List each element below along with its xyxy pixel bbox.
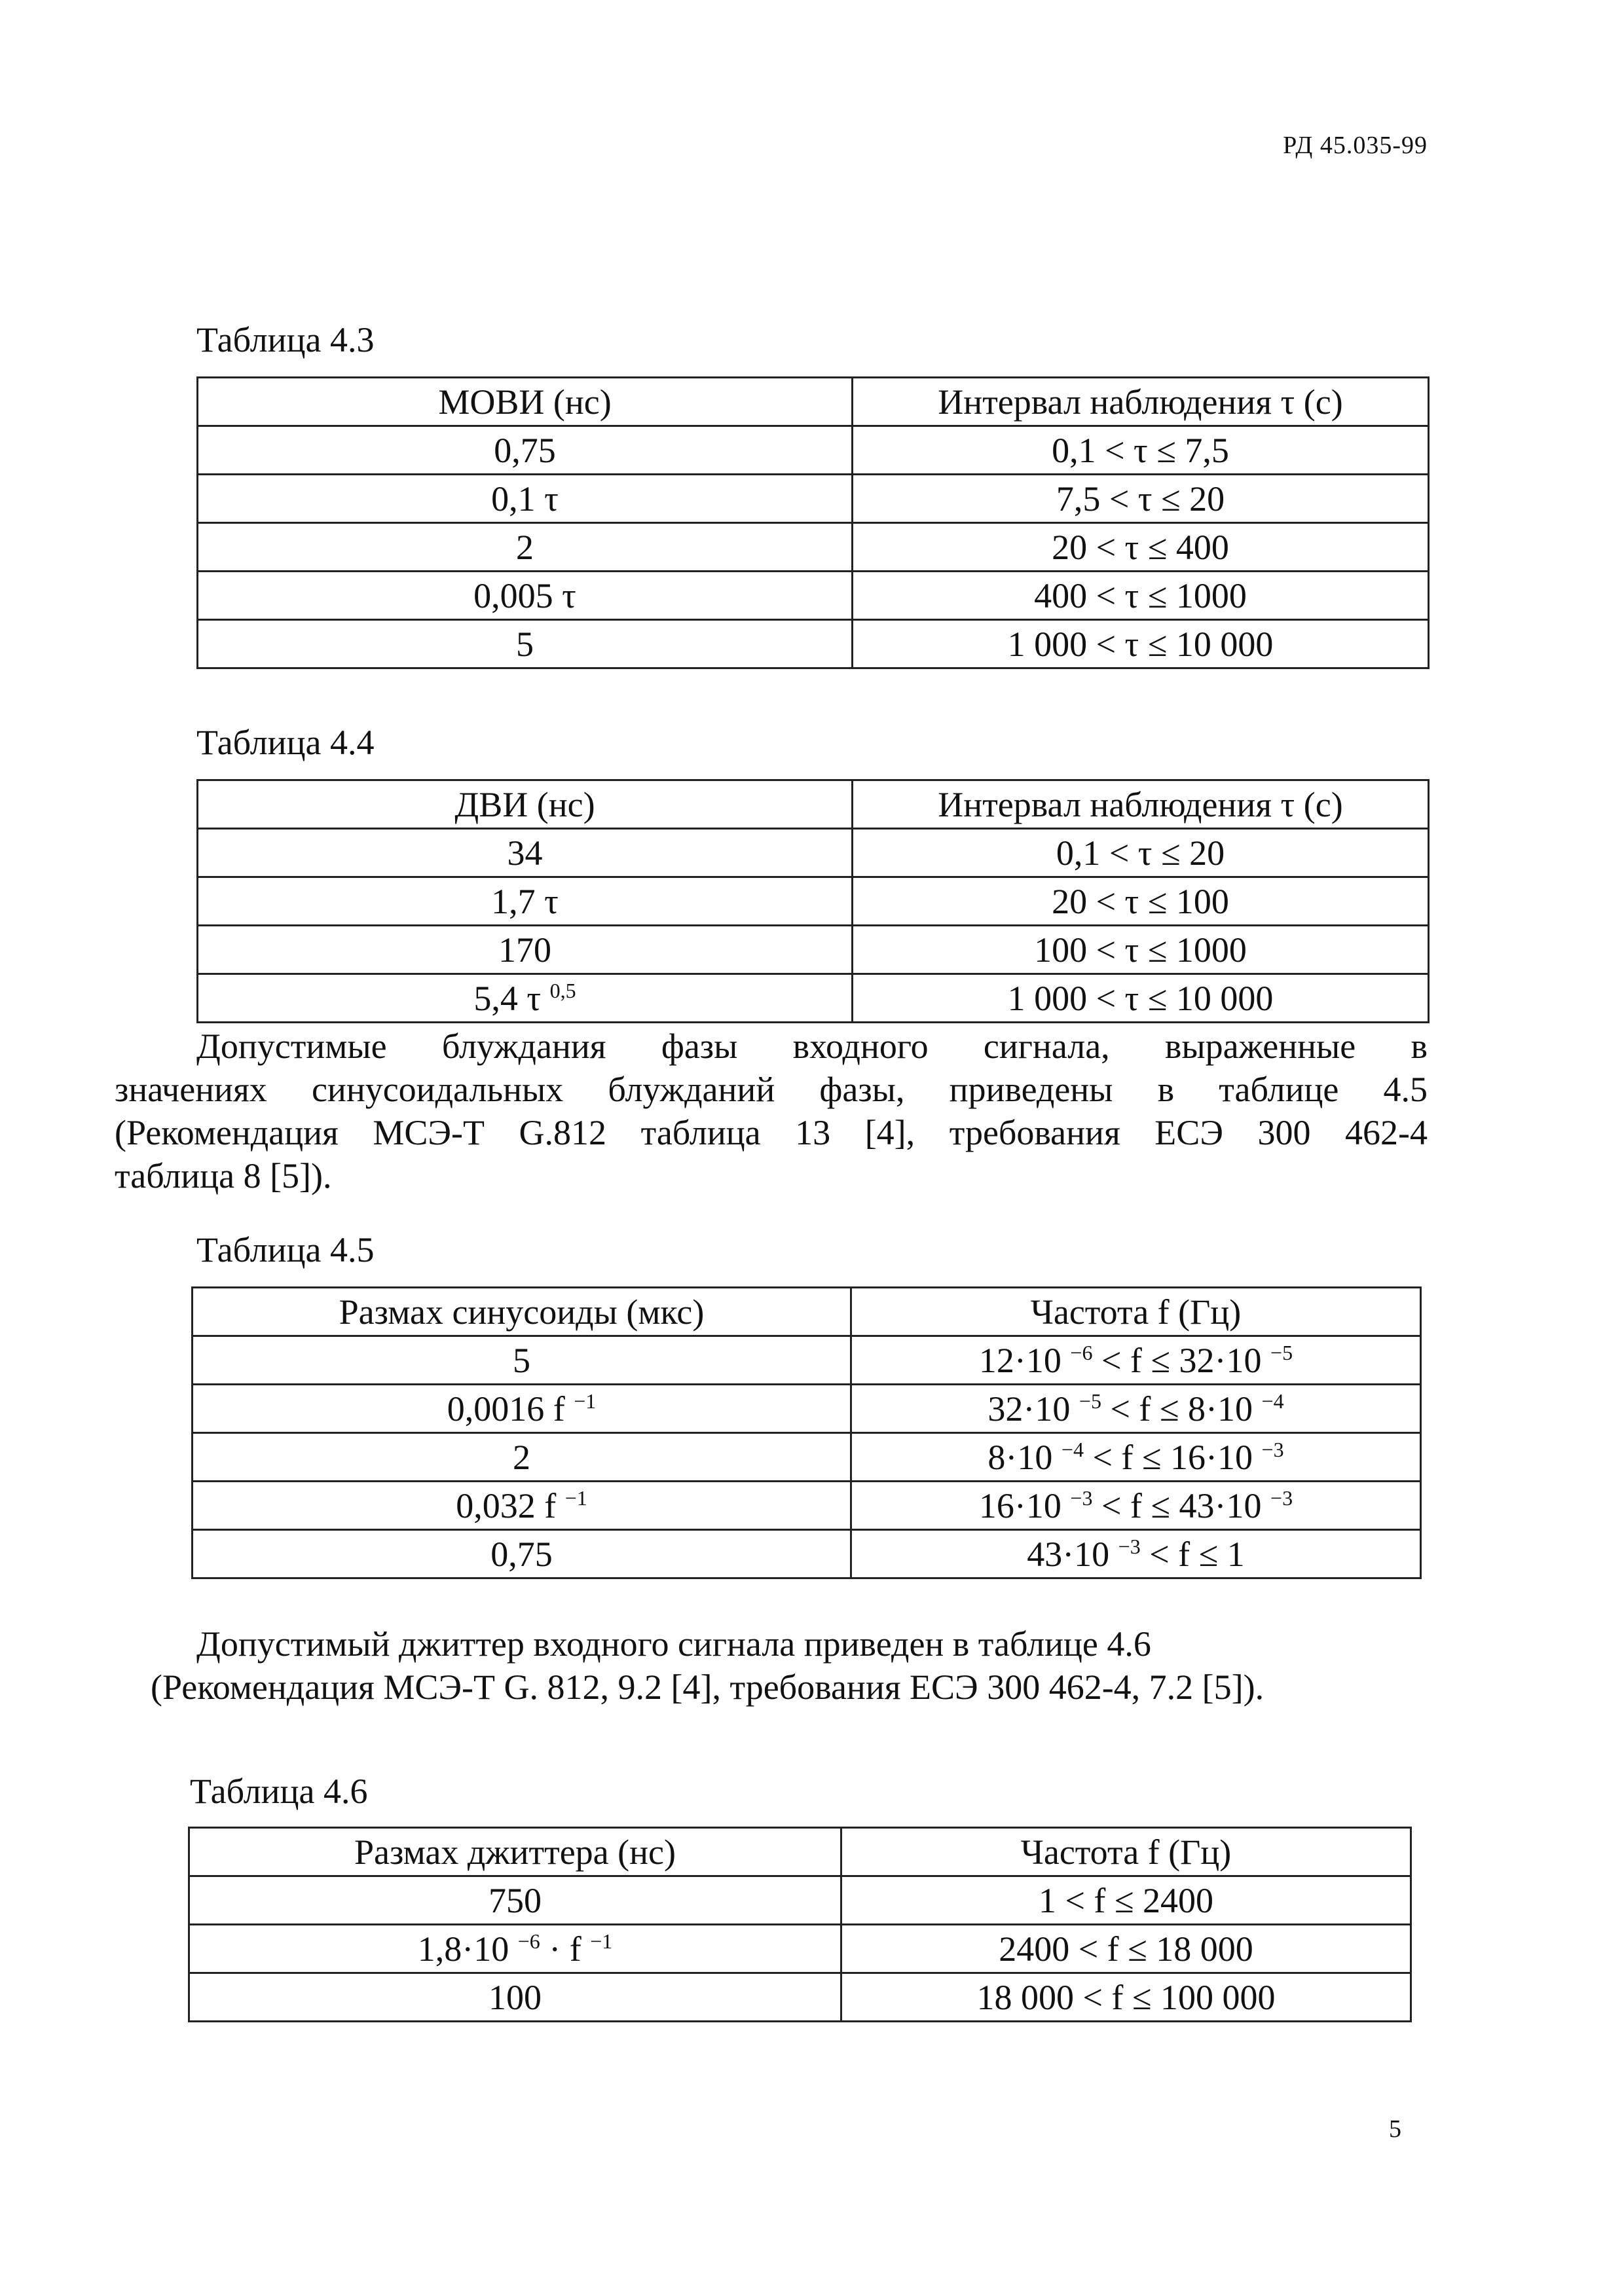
cell-text: 0,032 f [456,1485,565,1525]
cell-text: 16·10 [978,1485,1071,1525]
exponent: −1 [590,1929,613,1953]
table-cell [193,1530,851,1578]
document-code: РД 45.035-99 [1283,132,1428,159]
page-number: 5 [1389,2115,1401,2143]
table-row [193,1433,1421,1482]
table-cell: 1,7 τ [198,877,853,926]
table-cell [851,1482,1421,1530]
exponent: −1 [574,1389,597,1413]
paragraph-phase-wander [115,1025,1428,1197]
table-4-4 [196,779,1430,1023]
table-cell [193,1336,851,1385]
cell-text: 18 000 < f ≤ 100 000 [976,1977,1276,2017]
cell-text: 43·10 [1027,1534,1118,1574]
table-row [193,1530,1421,1578]
cell-text: 1,8·10 [417,1929,518,1969]
cell-text: < f ≤ 1 [1140,1534,1245,1574]
table-4-6-caption: Таблица 4.6 [190,1772,368,1811]
exponent: 0,5 [549,978,576,1002]
table-cell [841,1925,1411,1973]
table-cell [841,1973,1411,2022]
table-row [193,1336,1421,1385]
table-cell: 2 [198,523,853,572]
table-cell [851,1385,1421,1433]
table-cell: 20 < τ ≤ 400 [853,523,1429,572]
table-row [198,620,1429,668]
exponent: −3 [1270,1485,1293,1510]
paragraph-line: значениях синусоидальных блужданий фазы, приведены в таблице 4.5 [115,1070,1428,1109]
table-cell: 0,75 [198,426,853,475]
paragraph-line: (Рекомендация МСЭ-Т G. 812, 9.2 [4], требования ЕСЭ 300 462-4, 7.2 [5]). [151,1667,1264,1707]
table-4-4-caption: Таблица 4.4 [196,723,375,762]
table-4-5 [191,1286,1422,1579]
cell-text: 750 [489,1880,542,1920]
table-row [198,475,1429,523]
paragraph-jitter [151,1622,1428,1709]
cell-text: 100 [489,1977,542,2017]
column-header: Частота f (Гц) [851,1288,1421,1336]
cell-text: < f ≤ 43·10 [1092,1485,1271,1525]
exponent: −6 [517,1929,540,1953]
cell-text: 2400 < f ≤ 18 000 [999,1929,1253,1969]
table-cell [193,1433,851,1482]
table-cell: 400 < τ ≤ 1000 [853,572,1429,620]
table-cell [193,1482,851,1530]
table-4-5-caption: Таблица 4.5 [196,1230,375,1269]
cell-text: < f ≤ 8·10 [1101,1389,1262,1429]
paragraph-line: Допустимый джиттер входного сигнала приведен в таблице 4.6 [196,1624,1151,1664]
table-cell [851,1336,1421,1385]
exponent: −3 [1261,1437,1284,1461]
cell-text: 5,4 τ [473,978,550,1018]
table-cell: 100 < τ ≤ 1000 [853,926,1429,974]
column-header: Интервал наблюдения τ (с) [853,780,1429,829]
column-header: Интервал наблюдения τ (с) [853,378,1429,426]
table-cell: 34 [198,829,853,877]
table-cell [851,1530,1421,1578]
table-row [189,1973,1411,2022]
table-cell [189,1925,841,1973]
paragraph-line: таблица 8 [5]). [115,1156,332,1195]
table-cell: 0,1 < τ ≤ 20 [853,829,1429,877]
exponent: −5 [1079,1389,1101,1413]
table-cell: 1 000 < τ ≤ 10 000 [853,620,1429,668]
paragraph-line: (Рекомендация МСЭ-Т G.812 таблица 13 [4], требования ЕСЭ 300 462-4 [115,1113,1428,1152]
column-header: Частота f (Гц) [841,1828,1411,1876]
table-cell: 0,005 τ [198,572,853,620]
cell-text: 1 < f ≤ 2400 [1038,1880,1214,1920]
table-row [198,523,1429,572]
table-header-row [193,1288,1421,1336]
exponent: −3 [1070,1485,1093,1510]
table-row [198,572,1429,620]
column-header: МОВИ (нс) [198,378,853,426]
cell-text: < f ≤ 32·10 [1092,1340,1271,1380]
table-cell [193,1385,851,1433]
table-row [189,1876,1411,1925]
cell-text: < f ≤ 16·10 [1083,1437,1262,1477]
cell-text: 12·10 [978,1340,1071,1380]
table-row [193,1385,1421,1433]
table-row [198,877,1429,926]
column-header: Размах джиттера (нс) [189,1828,841,1876]
table-cell: 5 [198,620,853,668]
table-header-row [189,1828,1411,1876]
table-row [198,829,1429,877]
table-cell: 7,5 < τ ≤ 20 [853,475,1429,523]
column-header: ДВИ (нс) [198,780,853,829]
exponent: −4 [1061,1437,1084,1461]
cell-text: · f [540,1929,591,1969]
paragraph-line: Допустимые блуждания фазы входного сигнала, выраженные в [196,1027,1428,1066]
table-4-6 [188,1827,1412,2022]
cell-text: 32·10 [987,1389,1079,1429]
table-cell: 170 [198,926,853,974]
table-row [198,974,1429,1023]
cell-text: 5 [513,1340,530,1380]
table-cell: 1 000 < τ ≤ 10 000 [853,974,1429,1023]
cell-text: 2 [513,1437,530,1477]
cell-text: 0,0016 f [447,1389,574,1429]
table-cell: 0,1 < τ ≤ 7,5 [853,426,1429,475]
exponent: −3 [1118,1534,1141,1558]
table-cell [198,974,853,1023]
table-header-row [198,780,1429,829]
column-header: Размах синусоиды (мкс) [193,1288,851,1336]
cell-text: 8·10 [987,1437,1061,1477]
exponent: −5 [1270,1340,1293,1364]
table-cell: 0,1 τ [198,475,853,523]
exponent: −4 [1261,1389,1284,1413]
table-cell [189,1876,841,1925]
table-cell [851,1433,1421,1482]
table-row [189,1925,1411,1973]
exponent: −1 [564,1485,587,1510]
table-row [198,426,1429,475]
table-cell [841,1876,1411,1925]
table-row [198,926,1429,974]
table-header-row [198,378,1429,426]
table-4-3-caption: Таблица 4.3 [196,320,375,359]
table-4-3 [196,376,1430,669]
table-cell: 20 < τ ≤ 100 [853,877,1429,926]
cell-text: 0,75 [490,1534,553,1574]
table-cell [189,1973,841,2022]
exponent: −6 [1070,1340,1093,1364]
table-row [193,1482,1421,1530]
